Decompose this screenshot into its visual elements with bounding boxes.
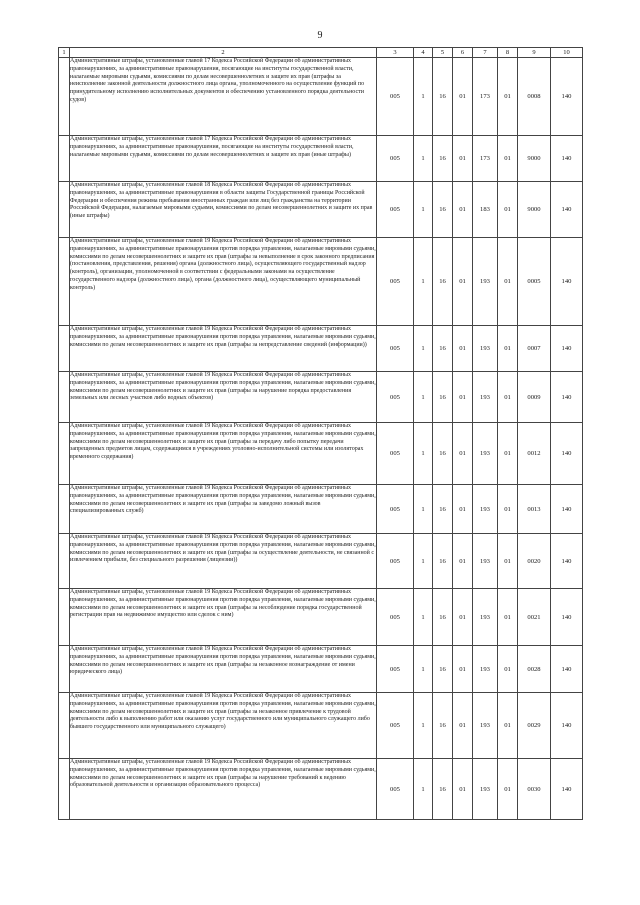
row-index-cell [59, 534, 70, 589]
code-cell: 140 [551, 646, 583, 693]
code-cell: 140 [551, 326, 583, 372]
row-description: Административные штрафы, установленные главой 19 Кодекса Российской Федерации об административных правонарушениях, за административные правонарушения против порядка управления, налагаемые мировыми судьями, комиссиями по делам несовершеннолетних и защите их прав (штрафы за незаконное вознаграждение от имени юридического лица) [70, 646, 377, 693]
code-cell: 1 [414, 58, 433, 136]
code-cell: 0021 [518, 589, 551, 646]
code-cell: 01 [498, 693, 518, 759]
code-cell: 0012 [518, 423, 551, 485]
code-cell: 01 [453, 58, 473, 136]
table-row [59, 646, 583, 693]
code-cell: 005 [377, 534, 414, 589]
code-cell: 16 [433, 759, 453, 820]
table-row [59, 759, 583, 820]
code-cell: 005 [377, 58, 414, 136]
code-cell: 005 [377, 589, 414, 646]
table-row [59, 182, 583, 238]
row-description: Административные штрафы, установленные главой 17 Кодекса Российской Федерации об административных правонарушениях, за административные правонарушения, посягающие на институты государственной власти, налагаемые мировыми судьями, комиссиями по делам несовершеннолетних и защите их прав (штрафы за неисполнение законной деятельности должностного лица органа, уполномоченного на осуществление функций по принудительному исполнению исполнительных документов и обеспечению установленного порядка деятельности судов) [70, 58, 377, 136]
row-description: Административные штрафы, установленные главой 19 Кодекса Российской Федерации об административных правонарушениях, за административные правонарушения против порядка управления, налагаемые мировыми судьями, комиссиями по делам несовершеннолетних и защите их прав (штрафы за невыполнение в срок законного предписания (постановления, представления, решения) органа (должностного лица), осуществляющего государственный надзор (контроль), организации, уполномоченной в соответствии с федеральными законами на осуществление государственного надзора (должностного лица), органа (должностного лица), осуществляющего муниципальный контроль) [70, 238, 377, 326]
code-cell: 9000 [518, 136, 551, 182]
code-cell: 005 [377, 485, 414, 534]
code-cell: 01 [498, 423, 518, 485]
code-cell: 193 [473, 759, 498, 820]
code-cell: 01 [453, 485, 473, 534]
code-cell: 1 [414, 182, 433, 238]
row-index-cell [59, 759, 70, 820]
code-cell: 16 [433, 423, 453, 485]
code-cell: 01 [453, 372, 473, 423]
row-description: Административные штрафы, установленные главой 19 Кодекса Российской Федерации об административных правонарушениях, за административные правонарушения против порядка управления, налагаемые мировыми судьями, комиссиями по делам несовершеннолетних и защите их прав (штрафы за несоблюдение порядка государственной регистрации прав на недвижимое имущество или сделок с ним) [70, 589, 377, 646]
row-description: Административные штрафы, установленные главой 18 Кодекса Российской Федерации об административных правонарушениях, за административные правонарушения в области защиты Государственной границы Российской Федерации и обеспечения режима пребывания иностранных граждан или лиц без гражданства на территории Российской Федерации, налагаемые мировыми судьями, комиссиями по делам несовершеннолетних и защите их прав (иные штрафы) [70, 182, 377, 238]
code-cell: 0007 [518, 326, 551, 372]
column-header: 7 [473, 48, 498, 58]
code-cell: 16 [433, 646, 453, 693]
code-cell: 193 [473, 646, 498, 693]
code-cell: 1 [414, 646, 433, 693]
code-cell: 16 [433, 372, 453, 423]
code-cell: 140 [551, 759, 583, 820]
code-cell: 193 [473, 372, 498, 423]
code-cell: 140 [551, 372, 583, 423]
row-description: Административные штрафы, установленные главой 19 Кодекса Российской Федерации об административных правонарушениях, за административные правонарушения против порядка управления, налагаемые мировыми судьями, комиссиями по делам несовершеннолетних и защите их прав (штрафы за нарушение порядка предоставления земельных или лесных участков либо водных объектов) [70, 372, 377, 423]
code-cell: 193 [473, 238, 498, 326]
table-row [59, 238, 583, 326]
code-cell: 193 [473, 423, 498, 485]
code-cell: 0020 [518, 534, 551, 589]
code-cell: 1 [414, 485, 433, 534]
table-row [59, 326, 583, 372]
code-cell: 0009 [518, 372, 551, 423]
code-cell: 140 [551, 589, 583, 646]
code-cell: 0029 [518, 693, 551, 759]
code-cell: 140 [551, 693, 583, 759]
code-cell: 01 [453, 759, 473, 820]
row-index-cell [59, 646, 70, 693]
code-cell: 01 [453, 238, 473, 326]
code-cell: 140 [551, 485, 583, 534]
column-header: 9 [518, 48, 551, 58]
row-description: Административные штрафы, установленные главой 19 Кодекса Российской Федерации об административных правонарушениях, за административные правонарушения против порядка управления, налагаемые мировыми судьями, комиссиями по делам несовершеннолетних и защите их прав (штрафы за непредставление сведений (информации)) [70, 326, 377, 372]
code-cell: 01 [498, 646, 518, 693]
budget-classification-table [58, 47, 583, 820]
code-cell: 01 [498, 534, 518, 589]
table-row [59, 372, 583, 423]
row-index-cell [59, 182, 70, 238]
row-description: Административные штрафы, установленные главой 19 Кодекса Российской Федерации об административных правонарушениях, за административные правонарушения против порядка управления, налагаемые мировыми судьями, комиссиями по делам несовершеннолетних и защите их прав (штрафы за заведомо ложный вызов специализированных служб) [70, 485, 377, 534]
code-cell: 01 [498, 589, 518, 646]
row-index-cell [59, 58, 70, 136]
row-index-cell [59, 238, 70, 326]
code-cell: 193 [473, 485, 498, 534]
code-cell: 005 [377, 693, 414, 759]
code-cell: 1 [414, 136, 433, 182]
code-cell: 01 [453, 136, 473, 182]
column-header: 6 [453, 48, 473, 58]
column-header: 2 [70, 48, 377, 58]
code-cell: 16 [433, 326, 453, 372]
table-row [59, 534, 583, 589]
code-cell: 1 [414, 372, 433, 423]
code-cell: 16 [433, 58, 453, 136]
code-cell: 140 [551, 534, 583, 589]
row-index-cell [59, 372, 70, 423]
row-description: Административные штрафы, установленные главой 17 Кодекса Российской Федерации об административных правонарушениях, за административные правонарушения, посягающие на институты государственной власти, налагаемые мировыми судьями, комиссиями по делам несовершеннолетних и защите их прав (иные штрафы) [70, 136, 377, 182]
table-row [59, 136, 583, 182]
code-cell: 1 [414, 423, 433, 485]
code-cell: 1 [414, 238, 433, 326]
row-description: Административные штрафы, установленные главой 19 Кодекса Российской Федерации об административных правонарушениях, за административные правонарушения против порядка управления, налагаемые мировыми судьями, комиссиями по делам несовершеннолетних и защите их прав (штрафы за осуществление деятельности, не связанной с извлечением прибыли, без специального разрешения (лицензии)) [70, 534, 377, 589]
row-index-cell [59, 485, 70, 534]
row-index-cell [59, 136, 70, 182]
code-cell: 193 [473, 589, 498, 646]
code-cell: 0028 [518, 646, 551, 693]
table-row [59, 693, 583, 759]
code-cell: 140 [551, 182, 583, 238]
code-cell: 01 [498, 136, 518, 182]
code-cell: 140 [551, 136, 583, 182]
code-cell: 005 [377, 238, 414, 326]
code-cell: 193 [473, 326, 498, 372]
code-cell: 140 [551, 238, 583, 326]
code-cell: 01 [498, 238, 518, 326]
column-header: 1 [59, 48, 70, 58]
code-cell: 0008 [518, 58, 551, 136]
code-cell: 01 [498, 58, 518, 136]
code-cell: 16 [433, 534, 453, 589]
code-cell: 005 [377, 136, 414, 182]
code-cell: 16 [433, 485, 453, 534]
code-cell: 005 [377, 326, 414, 372]
table-row [59, 423, 583, 485]
code-cell: 183 [473, 182, 498, 238]
code-cell: 005 [377, 759, 414, 820]
code-cell: 01 [453, 326, 473, 372]
row-index-cell [59, 693, 70, 759]
column-header: 3 [377, 48, 414, 58]
table-row [59, 485, 583, 534]
code-cell: 9000 [518, 182, 551, 238]
code-cell: 005 [377, 646, 414, 693]
row-description: Административные штрафы, установленные главой 19 Кодекса Российской Федерации об административных правонарушениях, за административные правонарушения против порядка управления, налагаемые мировыми судьями, комиссиями по делам несовершеннолетних и защите их прав (штрафы за передачу либо попытку передачи запрещенных предметов лицам, содержащимся в учреждениях уголовно-исполнительной системы или изоляторах временного содержания) [70, 423, 377, 485]
row-description: Административные штрафы, установленные главой 19 Кодекса Российской Федерации об административных правонарушениях, за административные правонарушения против порядка управления, налагаемые мировыми судьями, комиссиями по делам несовершеннолетних и защите их прав (штрафы за нарушение требований к ведению образовательной деятельности и организации образовательного процесса) [70, 759, 377, 820]
code-cell: 01 [498, 759, 518, 820]
code-cell: 01 [453, 646, 473, 693]
page-number: 9 [317, 30, 323, 41]
code-cell: 193 [473, 693, 498, 759]
code-cell: 0030 [518, 759, 551, 820]
code-cell: 005 [377, 423, 414, 485]
code-cell: 01 [498, 182, 518, 238]
code-cell: 140 [551, 58, 583, 136]
row-description: Административные штрафы, установленные главой 19 Кодекса Российской Федерации об административных правонарушениях, за административные правонарушения против порядка управления, налагаемые мировыми судьями, комиссиями по делам несовершеннолетних и защите их прав (штрафы за незаконное привлечение к трудовой деятельности либо к выполнению работ или оказанию услуг государственного или муниципального служащего либо бывшего государственного или муниципального служащего) [70, 693, 377, 759]
code-cell: 01 [453, 534, 473, 589]
code-cell: 1 [414, 589, 433, 646]
code-cell: 16 [433, 693, 453, 759]
code-cell: 1 [414, 534, 433, 589]
table-row [59, 589, 583, 646]
code-cell: 01 [453, 693, 473, 759]
code-cell: 1 [414, 693, 433, 759]
code-cell: 0005 [518, 238, 551, 326]
code-cell: 173 [473, 136, 498, 182]
code-cell: 005 [377, 372, 414, 423]
code-cell: 16 [433, 136, 453, 182]
code-cell: 01 [498, 372, 518, 423]
code-cell: 16 [433, 589, 453, 646]
code-cell: 01 [498, 326, 518, 372]
code-cell: 140 [551, 423, 583, 485]
row-index-cell [59, 589, 70, 646]
column-header: 8 [498, 48, 518, 58]
code-cell: 01 [453, 589, 473, 646]
code-cell: 005 [377, 182, 414, 238]
code-cell: 01 [453, 182, 473, 238]
column-header: 5 [433, 48, 453, 58]
code-cell: 0013 [518, 485, 551, 534]
code-cell: 16 [433, 182, 453, 238]
code-cell: 1 [414, 759, 433, 820]
table-row [59, 58, 583, 136]
column-number-row [59, 48, 583, 58]
code-cell: 01 [453, 423, 473, 485]
row-index-cell [59, 326, 70, 372]
code-cell: 1 [414, 326, 433, 372]
code-cell: 01 [498, 485, 518, 534]
column-header: 4 [414, 48, 433, 58]
code-cell: 193 [473, 534, 498, 589]
column-header: 10 [551, 48, 583, 58]
row-index-cell [59, 423, 70, 485]
code-cell: 16 [433, 238, 453, 326]
code-cell: 173 [473, 58, 498, 136]
